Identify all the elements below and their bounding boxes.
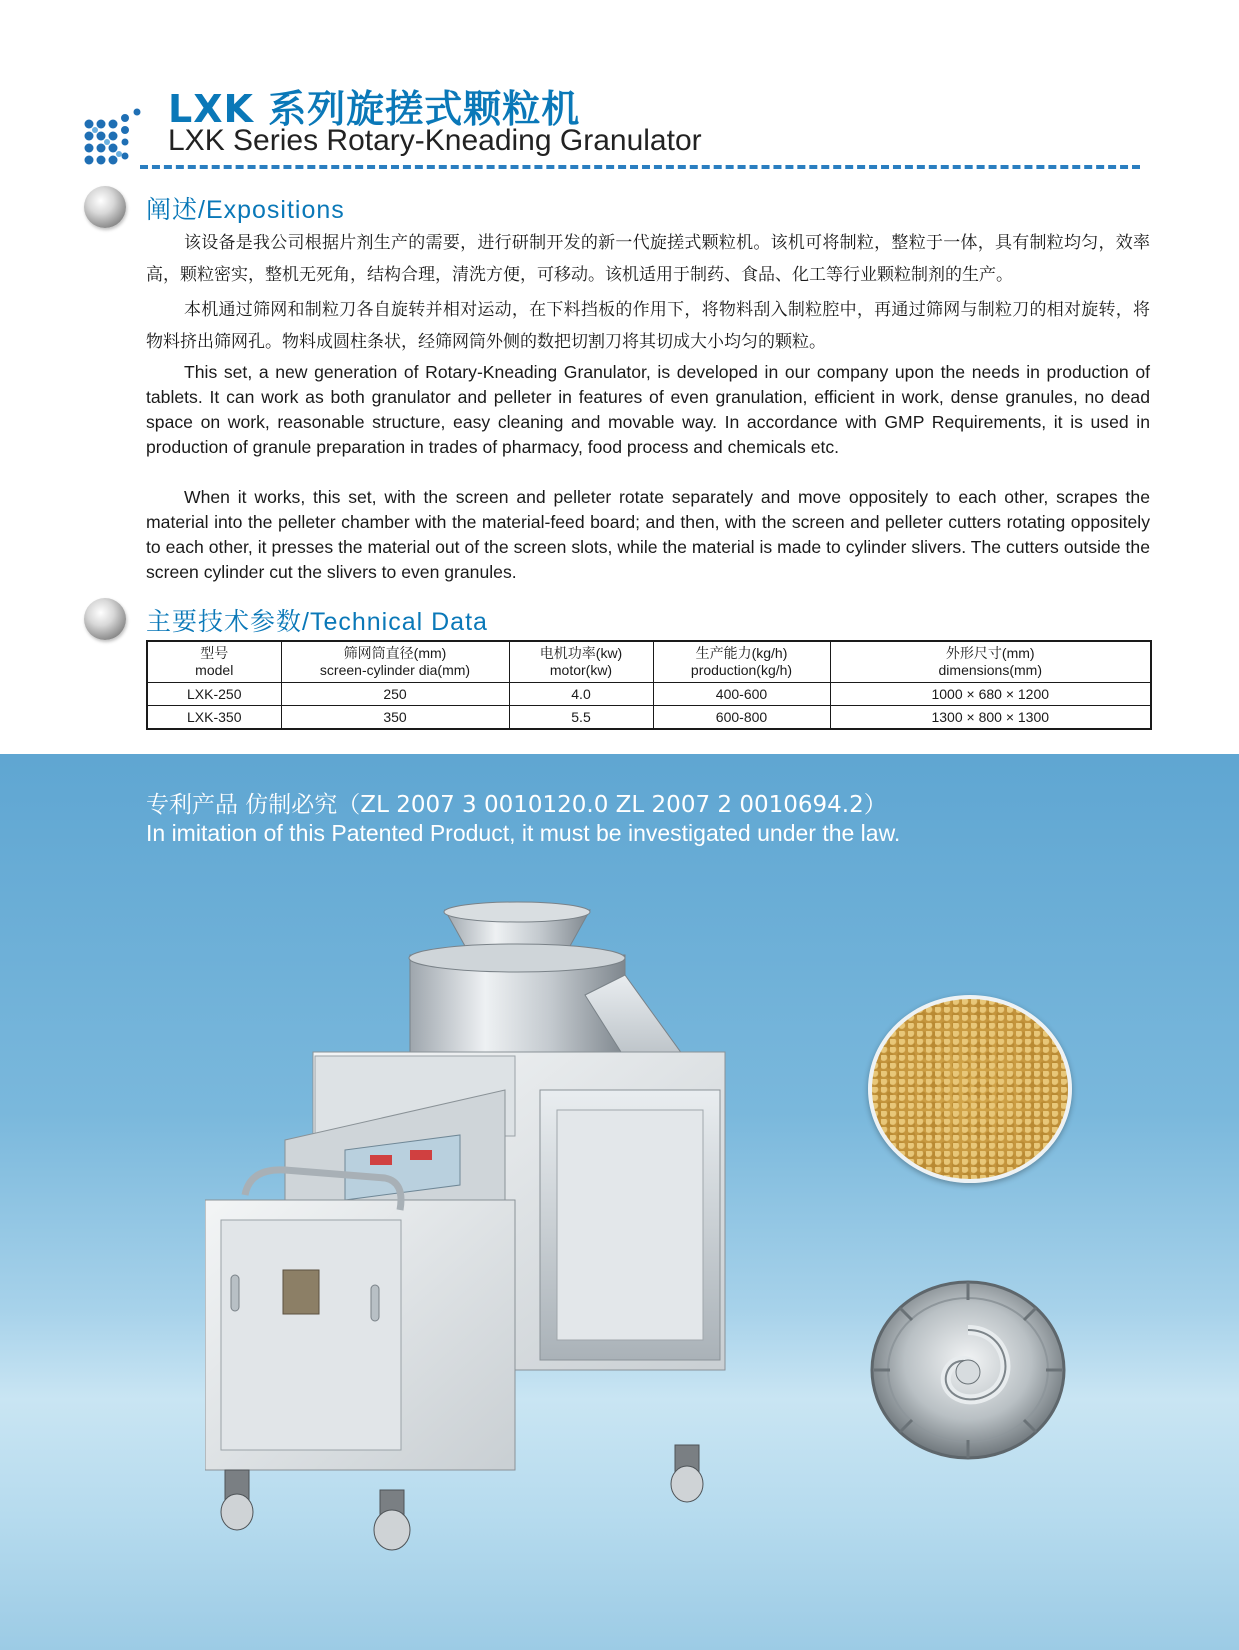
expositions-paragraph-en-1: This set, a new generation of Rotary-Kneading Granulator, is developed in our company upon the needs in production of tablets. It can work as both granulator and pelleter in features of even granulation, efficient in work, dense granules, no dead space on work, reasonable structure, easy cleaning and movable way. In accordance with GMP Requirements, it is used in production of granule preparation in trades of pharmacy, food process and chemicals etc.	[146, 362, 1150, 457]
expositions-heading	[84, 184, 584, 228]
brand-logo-icon	[84, 108, 144, 170]
table-cell: 4.0	[509, 683, 653, 706]
expositions-paragraph-en-2: When it works, this set, with the screen and pelleter rotate separately and move oppositely to each other, scrapes the material into the pelleter chamber with the material-feed board; and then, with the screen and pelleter cutters rotating oppositely to each other, it presses the material out of the screen slots, while the material is made to cylinder slivers. The cutters outside the screen cylinder cut the slivers to even granules.	[146, 487, 1150, 582]
table-header-row	[147, 641, 1151, 683]
table-row	[147, 706, 1151, 730]
table-cell: 1300 × 800 × 1300	[830, 706, 1151, 730]
expositions-heading-label: 阐述/Expositions	[146, 196, 345, 224]
patent-notice-cn: 专利产品 仿制必究（ZL 2007 3 0010120.0 ZL 2007 2 0010694.2）	[146, 792, 887, 818]
page-title-cn: LXK 系列旋搓式颗粒机	[168, 87, 581, 131]
technical-heading-label: 主要技术参数/Technical Data	[146, 608, 488, 636]
expositions-paragraph-cn-1: 该设备是我公司根据片剂生产的需要，进行研制开发的新一代旋搓式颗粒机。该机可将制粒，整粒于一体，具有制粒均匀，效率高，颗粒密实，整机无死角，结构合理，清洗方便，可移动。该机适用于制药、食品、化工等行业颗粒制剂的生产。	[146, 233, 1150, 285]
technical-data-table	[146, 640, 1152, 730]
table-row	[147, 683, 1151, 706]
title-divider	[140, 165, 1140, 169]
granulator-machine-image	[205, 900, 775, 1560]
table-cell: 600-800	[653, 706, 830, 730]
table-header-cell: 筛网筒直径(mm) screen-cylinder dia(mm)	[281, 641, 509, 683]
patent-notice-en: In imitation of this Patented Product, it must be investigated under the law.	[146, 820, 901, 846]
granules-sample-image	[868, 995, 1072, 1183]
table-header-cell: 型号 model	[147, 641, 281, 683]
table-header-cell: 电机功率(kw) motor(kw)	[509, 641, 653, 683]
table-cell: 1000 × 680 × 1200	[830, 683, 1151, 706]
table-cell: 250	[281, 683, 509, 706]
table-cell: 400-600	[653, 683, 830, 706]
expositions-paragraph-cn-2: 本机通过筛网和制粒刀各自旋转并相对运动，在下料挡板的作用下，将物料刮入制粒腔中，再通过筛网与制粒刀的相对旋转，将物料挤出筛网孔。物料成圆柱条状，经筛网筒外侧的数把切割刀将其切成大小均匀的颗粒。	[146, 300, 1150, 352]
table-cell: LXK-250	[147, 683, 281, 706]
bullet-ball-icon	[84, 598, 126, 640]
table-header-cell: 外形尺寸(mm) dimensions(mm)	[830, 641, 1151, 683]
table-cell: LXK-350	[147, 706, 281, 730]
table-cell: 350	[281, 706, 509, 730]
screen-rotor-image	[868, 1270, 1068, 1470]
technical-heading	[84, 596, 684, 640]
page-title-en: LXK Series Rotary-Kneading Granulator	[168, 124, 702, 157]
bullet-ball-icon	[84, 186, 126, 228]
table-cell: 5.5	[509, 706, 653, 730]
table-header-cell: 生产能力(kg/h) production(kg/h)	[653, 641, 830, 683]
